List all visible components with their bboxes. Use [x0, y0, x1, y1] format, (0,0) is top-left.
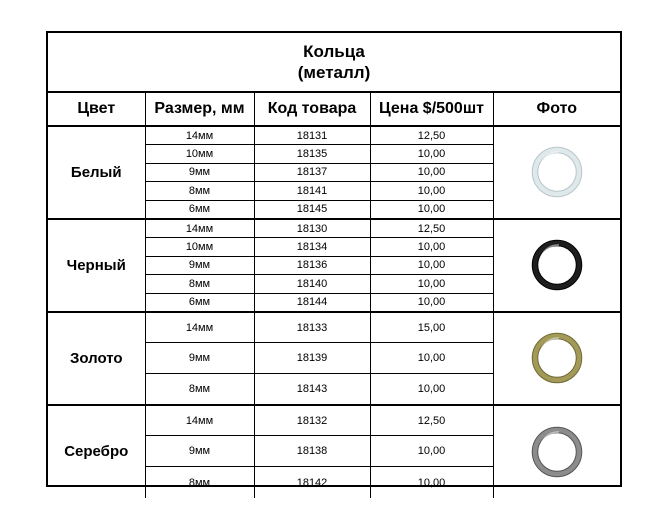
code-cell: 18132	[254, 405, 370, 436]
ring-photo-icon	[529, 330, 585, 386]
size-cell: 8мм	[145, 374, 254, 405]
size-cell: 14мм	[145, 312, 254, 343]
price-sheet	[46, 31, 622, 487]
size-cell: 9мм	[145, 163, 254, 182]
code-cell: 18144	[254, 293, 370, 312]
header-photo: Фото	[493, 92, 620, 126]
ring-photo-icon	[529, 144, 585, 200]
ring-body	[535, 150, 579, 194]
title-line-1: Кольца	[303, 42, 365, 61]
price-cell: 10,00	[370, 343, 493, 374]
table-row	[48, 405, 620, 436]
size-cell: 10мм	[145, 238, 254, 257]
color-name-cell: Черный	[48, 219, 145, 312]
price-cell: 10,00	[370, 200, 493, 219]
code-cell: 18143	[254, 374, 370, 405]
table-row	[48, 126, 620, 145]
code-cell: 18137	[254, 163, 370, 182]
code-cell: 18134	[254, 238, 370, 257]
color-name-cell: Золото	[48, 312, 145, 405]
size-cell: 8мм	[145, 182, 254, 201]
price-cell: 10,00	[370, 293, 493, 312]
price-table	[48, 33, 620, 498]
code-cell: 18139	[254, 343, 370, 374]
size-cell: 14мм	[145, 405, 254, 436]
price-cell: 10,00	[370, 436, 493, 467]
price-cell: 10,00	[370, 256, 493, 275]
size-cell: 10мм	[145, 145, 254, 164]
color-name-cell: Белый	[48, 126, 145, 219]
code-cell: 18145	[254, 200, 370, 219]
price-cell: 10,00	[370, 238, 493, 257]
header-color: Цвет	[48, 92, 145, 126]
size-cell: 8мм	[188, 476, 211, 489]
code-cell: 18136	[254, 256, 370, 275]
code-cell: 18141	[254, 182, 370, 201]
photo-cell	[493, 312, 620, 405]
ring-body	[535, 336, 579, 380]
code-cell: 18133	[254, 312, 370, 343]
code-cell: 18135	[254, 145, 370, 164]
size-cell: 8мм	[145, 275, 254, 294]
ring-body	[535, 243, 579, 287]
code-cell: 18131	[254, 126, 370, 145]
price-cell: 10,00	[370, 374, 493, 405]
price-cell: 10,00	[370, 182, 493, 201]
photo-cell	[493, 126, 620, 219]
price-cell: 15,00	[370, 312, 493, 343]
ring-photo-icon	[529, 424, 585, 480]
code-cell: 18140	[254, 275, 370, 294]
price-cell: 12,50	[370, 405, 493, 436]
size-cell: 6мм	[145, 200, 254, 219]
header-size: Размер, мм	[145, 92, 254, 126]
code-cell: 18130	[254, 219, 370, 238]
size-cell: 14мм	[145, 219, 254, 238]
photo-cell	[493, 219, 620, 312]
ring-body	[535, 430, 579, 474]
header-code: Код товара	[254, 92, 370, 126]
code-cell: 18142	[254, 467, 370, 498]
table-row	[48, 219, 620, 238]
price-cell: 10,00	[370, 467, 493, 498]
price-cell: 10,00	[370, 163, 493, 182]
header-price: Цена $/500шт	[370, 92, 493, 126]
price-cell: 10,00	[370, 275, 493, 294]
size-cell: 9мм	[145, 436, 254, 467]
size-cell: 6мм	[145, 293, 254, 312]
table-title	[48, 33, 620, 92]
title-line-2: (металл)	[297, 63, 371, 82]
photo-cell	[493, 405, 620, 498]
color-name-cell: Серебро	[48, 405, 145, 498]
price-cell: 12,50	[370, 126, 493, 145]
size-cell: 9мм	[145, 256, 254, 275]
ring-photo-icon	[529, 237, 585, 293]
price-cell: 10,00	[370, 145, 493, 164]
size-cell: 9мм	[145, 343, 254, 374]
header-row	[48, 92, 620, 126]
price-cell: 12,50	[370, 219, 493, 238]
table-row	[48, 312, 620, 343]
size-cell: 14мм	[145, 126, 254, 145]
code-cell: 18138	[254, 436, 370, 467]
